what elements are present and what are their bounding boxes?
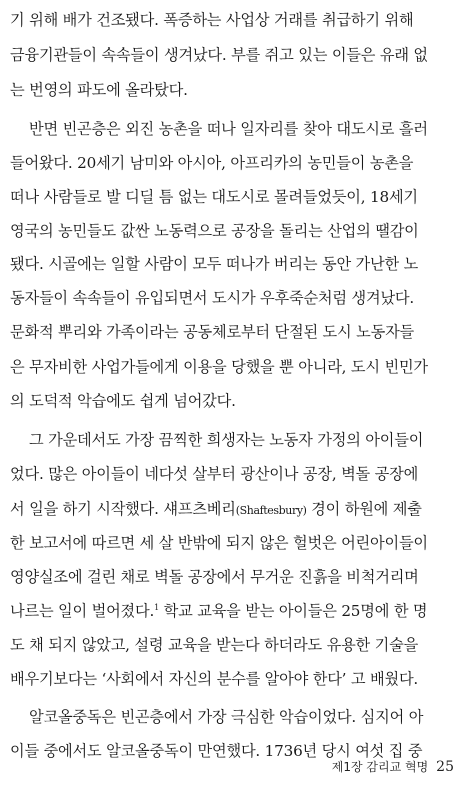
text-line: 는 번영의 파도에 올라탔다. <box>10 81 188 99</box>
text-segment: 학교 교육을 받는 아이들은 25명에 한 명 <box>159 602 428 620</box>
text-line: 영양실조에 걸린 채로 벽돌 공장에서 무거운 진흙을 비척거리며 <box>10 568 419 586</box>
text-line: 됐다. 시골에는 일할 사람이 모두 떠나가 버리는 동안 가난한 노 <box>10 255 419 273</box>
text-line: 이들 중에서도 알코올중독이 만연했다. 1736년 당시 여섯 집 중 <box>10 742 423 760</box>
text-line: 들어왔다. 20세기 남미와 아시아, 아프리카의 농민들이 농촌을 <box>10 154 414 172</box>
english-name: (Shaftesbury) <box>235 504 307 517</box>
footnote-marker: 1 <box>154 602 160 612</box>
text-line: 영국의 농민들도 값싼 노동력으로 공장을 돌리는 산업의 땔감이 <box>10 222 419 240</box>
text-line: 알코올중독은 빈곤층에서 가장 극심한 악습이었다. 심지어 아 <box>29 708 424 726</box>
text-line: 한 보고서에 따르면 세 살 반밖에 되지 않은 헐벗은 어린아이들이 <box>10 534 428 552</box>
text-line: 금융기관들이 속속들이 생겨났다. 부를 쥐고 있는 이들은 유래 없 <box>10 46 428 64</box>
text-line: 기 위해 배가 건조됐다. 폭증하는 사업상 거래를 취급하기 위해 <box>10 11 414 29</box>
text-line: 문화적 뿌리와 가족이라는 공동체로부터 단절된 도시 노동자들 <box>10 323 415 341</box>
text-line: 도 채 되지 않았고, 설령 교육을 받는다 하더라도 유용한 기술을 <box>10 636 419 654</box>
text-segment: 서 일을 하기 시작했다. 섀프츠베리 <box>10 500 236 518</box>
page-footer <box>332 758 454 775</box>
text-line: 었다. 많은 아이들이 네다섯 살부터 광산이나 공장, 벽돌 공장에 <box>10 465 419 483</box>
page-number: 25 <box>436 759 454 775</box>
text-line <box>10 499 422 521</box>
text-line: 의 도덕적 악습에도 쉽게 넘어갔다. <box>10 392 236 410</box>
text-line: 그 가운데서도 가장 끔찍한 희생자는 노동자 가정의 아이들이 <box>29 431 424 449</box>
text-line <box>10 601 427 621</box>
text-line: 떠나 사람들로 발 디딜 틈 없는 대도시로 몰려들었듯이, 18세기 <box>10 188 418 206</box>
text-segment: 경이 하원에 제출 <box>306 500 422 518</box>
text-line: 배우기보다는 ‘사회에서 자신의 분수를 알아야 한다’ 고 배웠다. <box>10 670 419 688</box>
text-line: 동자들이 속속들이 유입되면서 도시가 우후죽순처럼 생겨났다. <box>10 289 415 307</box>
text-line: 반면 빈곤층은 외진 농촌을 떠나 일자리를 찾아 대도시로 흘러 <box>29 120 428 138</box>
text-segment: 나르는 일이 벌어졌다. <box>10 602 155 620</box>
text-line: 은 무자비한 사업가들에게 이용을 당했을 뿐 아니라, 도시 빈민가 <box>10 358 428 376</box>
chapter-title: 제1장 감리교 혁명 <box>331 760 429 774</box>
